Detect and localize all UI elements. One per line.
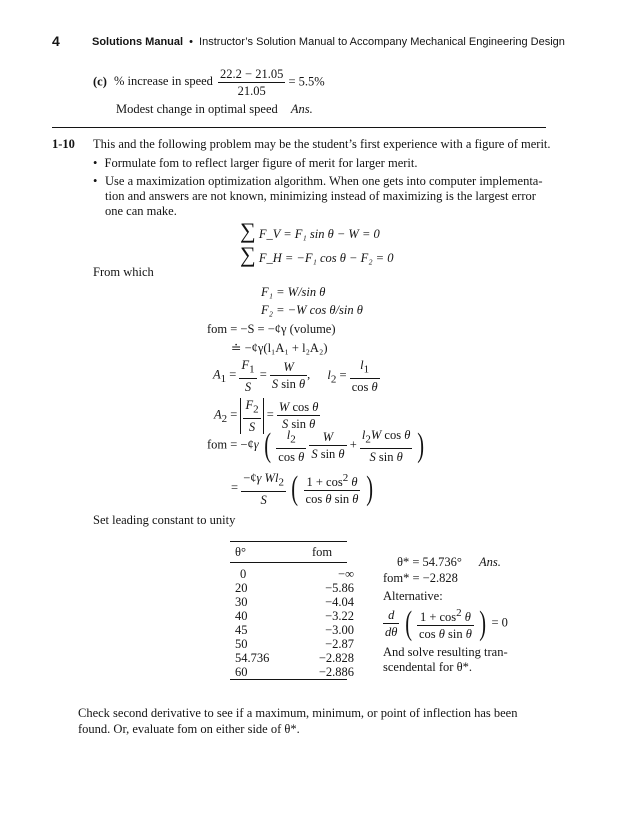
eq-fom-2: ≐ −¢γ(l₁A₁ + l₂A₂): [231, 341, 328, 355]
eq-fh: F_H = −F₁ cos θ − F₂ = 0: [258, 251, 394, 265]
table-row: [230, 651, 354, 665]
fom-star: fom* = −2.828: [383, 571, 458, 585]
from-which: From which: [93, 265, 154, 279]
eq-fom-1: fom = −S = −¢γ (volume): [207, 322, 336, 336]
derivative-result: = 0: [491, 615, 508, 630]
bullet-2-line-1: Use a maximization optimization algorithm. When one gets into computer implementa-: [105, 174, 543, 188]
eq-fom-4: = $\frac{-¢\gamma Wl_2}{S}$ ( $\frac{1 + \cos^2 \theta}{\text{cos θ sin θ}}$ ): [231, 469, 373, 507]
problem-number: 1-10: [52, 137, 75, 151]
table-cell: −3.00: [325, 623, 354, 637]
derivative-equation: $\frac{d}{d\theta}$ ( $\frac{1 + \cos^2 \theta}{\text{cos θ sin θ}}$ ) = 0: [385, 604, 508, 642]
table-row: [230, 595, 354, 609]
bullet-1: [93, 156, 417, 171]
table-cell: 45: [235, 623, 248, 637]
bullet-2: •: [93, 174, 98, 188]
table-header-rule: [230, 562, 347, 563]
eq-a1-l2: $A_1$ = $\frac{F_1}{S}$ = $\frac{W}{\text{S sin θ}}$ , $l_2$ = $\frac{l_1}{\text{cos θ}}$: [213, 358, 378, 394]
bullet-2-line-2: tion and answers are not known, minimizing instead of maximizing is the largest error: [105, 189, 536, 203]
table-cell: −∞: [338, 567, 354, 581]
table-header-fom: fom: [312, 545, 333, 559]
table-row: [230, 665, 354, 679]
part-c-remark-line: [116, 102, 313, 117]
table-cell: 30: [235, 595, 248, 609]
eq-a2: $A_2$ = $\frac{F_2}{S}$ = $\frac{\text{W cos θ}}{\text{S sin θ}}$: [214, 398, 319, 434]
table-cell: 50: [235, 637, 248, 651]
bullet-1-text: Formulate fom to reflect larger figure of merit for larger merit.: [104, 156, 418, 170]
eq-fv: F_V = F₁ sin θ − W = 0: [258, 227, 380, 241]
bullet-dot: •: [93, 156, 98, 170]
sum-symbol: ∑: [240, 242, 256, 267]
problem-intro: This and the following problem may be the student’s first experience with a figure of merit.: [93, 137, 551, 151]
table-bottom-rule: [230, 679, 347, 680]
table-row: [230, 581, 354, 595]
part-c-fraction: [218, 67, 285, 98]
solve-line-2: scendental for θ*.: [383, 660, 472, 674]
header-title: Solutions Manual: [92, 36, 184, 48]
part-c-numerator: 22.2 − 21.05: [220, 67, 284, 81]
table-cell: 0: [240, 567, 247, 581]
fom-table: [230, 545, 354, 679]
section-separator: [52, 127, 546, 128]
table-cell: 60: [235, 665, 248, 679]
part-c-label: (c): [93, 74, 107, 89]
theta-star-line: [397, 555, 501, 570]
part-c-denominator: 21.05: [237, 84, 266, 98]
eq-fom-3: fom = −¢γ ( $\frac{l_2}{\text{cos θ}}$ $\frac{W}{\text{S sin θ}}$ + $\frac{l_2W \cos \theta}{\text{S sin θ}}$ ): [207, 426, 425, 464]
solve-line-1: And solve resulting tran-: [383, 645, 508, 659]
table-row: [230, 609, 354, 623]
equation-sum-fh: [240, 242, 393, 268]
bullet-2-line-3: one can make.: [105, 204, 177, 218]
table-cell: 54.736: [235, 651, 270, 665]
table-cell: −4.04: [325, 595, 354, 609]
part-c-lhs: % increase in speed: [114, 74, 213, 89]
alternative-label: Alternative:: [383, 589, 443, 603]
part-c-remark: Modest change in optimal speed: [116, 102, 278, 116]
table-row: [230, 623, 354, 637]
table-header-theta: θ°: [235, 545, 246, 559]
table-row: [230, 567, 354, 581]
sum-symbol: ∑: [240, 218, 256, 243]
table-cell: 40: [235, 609, 248, 623]
table-top-rule: [230, 541, 347, 542]
table-cell: −5.86: [325, 581, 354, 595]
table-header-row: [230, 545, 354, 559]
check-line-1: Check second derivative to see if a maximum, minimum, or point of inflection has been: [78, 706, 518, 720]
table-cell: −2.828: [318, 651, 354, 665]
header-bullet: •: [189, 36, 193, 48]
check-line-2: found. Or, evaluate fom on either side of θ*.: [78, 722, 300, 736]
page-number: 4: [52, 33, 60, 49]
table-cell: −3.22: [325, 609, 354, 623]
running-header: [92, 36, 565, 48]
part-c-result: = 5.5%: [288, 74, 325, 89]
set-leading-constant: Set leading constant to unity: [93, 513, 236, 527]
eq-f1: F₁ = W/sin θ: [261, 285, 326, 299]
theta-star-ans: Ans.: [479, 555, 501, 569]
theta-star: θ* = 54.736°: [397, 555, 462, 569]
header-subtitle: Instructor’s Solution Manual to Accompany Mechanical Engineering Design: [199, 36, 565, 48]
part-c-ans: Ans.: [290, 102, 313, 116]
table-cell: −2.886: [318, 665, 354, 679]
equation-sum-fv: [240, 218, 380, 244]
part-c-equation: [93, 67, 325, 98]
table-cell: −2.87: [325, 637, 354, 651]
eq-f2: F₂ = −W cos θ/sin θ: [261, 303, 363, 317]
table-cell: 20: [235, 581, 248, 595]
table-row: [230, 637, 354, 651]
